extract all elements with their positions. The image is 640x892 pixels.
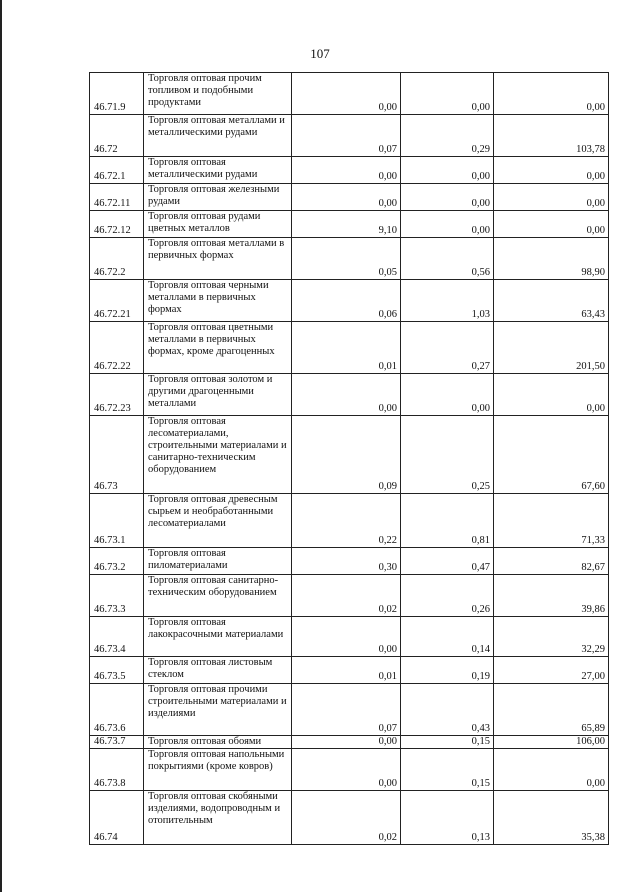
row-code: 46.74 [90,791,144,845]
row-name: Торговля оптовая лесоматериалами, строительными материалами и санитарно-техническим оборудованием [144,416,292,494]
row-value-3: 0,00 [494,749,609,791]
row-name: Торговля оптовая прочим топливом и подобными продуктами [144,73,292,115]
row-value-2: 0,15 [401,736,494,749]
row-value-2: 0,25 [401,416,494,494]
row-name: Торговля оптовая золотом и другими драгоценными металлами [144,374,292,416]
row-value-1: 0,22 [292,494,401,548]
row-value-2: 0,00 [401,157,494,184]
row-code: 46.72.1 [90,157,144,184]
row-name: Торговля оптовая древесным сырьем и необработанными лесоматериалами [144,494,292,548]
row-value-1: 0,07 [292,684,401,736]
row-value-1: 0,00 [292,157,401,184]
row-value-3: 0,00 [494,211,609,238]
row-value-3: 201,50 [494,322,609,374]
row-code: 46.73.4 [90,617,144,657]
table-row [90,749,609,791]
table-row [90,115,609,157]
row-code: 46.73.8 [90,749,144,791]
row-value-1: 0,00 [292,73,401,115]
row-name: Торговля оптовая рудами цветных металлов [144,211,292,238]
table-row [90,322,609,374]
row-name: Торговля оптовая напольными покрытиями (кроме ковров) [144,749,292,791]
row-code: 46.73 [90,416,144,494]
row-name: Торговля оптовая металлами в первичных формах [144,238,292,280]
row-value-2: 0,00 [401,73,494,115]
activity-table [89,72,609,845]
row-value-1: 0,05 [292,238,401,280]
row-name: Торговля оптовая прочими строительными материалами и изделиями [144,684,292,736]
row-value-2: 0,13 [401,791,494,845]
row-value-3: 71,33 [494,494,609,548]
row-value-2: 0,00 [401,374,494,416]
row-name: Торговля оптовая скобяными изделиями, водопроводным и отопительным [144,791,292,845]
row-code: 46.73.7 [90,736,144,749]
row-value-1: 0,00 [292,374,401,416]
table-row [90,374,609,416]
page-number: 107 [310,46,330,61]
row-value-1: 0,06 [292,280,401,322]
row-value-3: 0,00 [494,73,609,115]
row-name: Торговля оптовая металлами и металлическими рудами [144,115,292,157]
row-value-3: 32,29 [494,617,609,657]
row-value-1: 0,30 [292,548,401,575]
table-row [90,73,609,115]
row-name: Торговля оптовая черными металлами в первичных формах [144,280,292,322]
row-value-3: 67,60 [494,416,609,494]
table-row [90,548,609,575]
table-row [90,184,609,211]
table-row [90,416,609,494]
row-value-1: 0,02 [292,575,401,617]
row-value-1: 0,00 [292,617,401,657]
row-value-3: 65,89 [494,684,609,736]
table-row [90,684,609,736]
row-value-1: 0,01 [292,322,401,374]
row-code: 46.73.3 [90,575,144,617]
row-code: 46.72.12 [90,211,144,238]
row-code: 46.71.9 [90,73,144,115]
row-value-3: 98,90 [494,238,609,280]
row-value-2: 0,14 [401,617,494,657]
row-value-2: 0,47 [401,548,494,575]
row-code: 46.72.21 [90,280,144,322]
row-name: Торговля оптовая железными рудами [144,184,292,211]
row-code: 46.73.6 [90,684,144,736]
row-value-2: 0,00 [401,184,494,211]
row-value-3: 27,00 [494,657,609,684]
row-value-1: 9,10 [292,211,401,238]
row-value-2: 0,26 [401,575,494,617]
table-row [90,494,609,548]
table-row [90,157,609,184]
row-code: 46.72.22 [90,322,144,374]
row-value-2: 0,81 [401,494,494,548]
row-code: 46.72 [90,115,144,157]
row-value-3: 0,00 [494,184,609,211]
row-value-2: 0,29 [401,115,494,157]
row-value-1: 0,09 [292,416,401,494]
row-name: Торговля оптовая санитарно-техническим оборудованием [144,575,292,617]
row-value-1: 0,00 [292,749,401,791]
row-value-1: 0,01 [292,657,401,684]
row-value-1: 0,02 [292,791,401,845]
row-code: 46.72.11 [90,184,144,211]
row-value-1: 0,07 [292,115,401,157]
row-code: 46.73.5 [90,657,144,684]
row-code: 46.73.2 [90,548,144,575]
scan-margin-line [0,0,2,892]
row-name: Торговля оптовая листовым стеклом [144,657,292,684]
row-value-3: 0,00 [494,157,609,184]
table-row [90,211,609,238]
row-value-3: 103,78 [494,115,609,157]
row-value-3: 82,67 [494,548,609,575]
row-value-3: 35,38 [494,791,609,845]
row-value-2: 0,27 [401,322,494,374]
row-value-3: 106,00 [494,736,609,749]
table-row [90,238,609,280]
row-value-3: 63,43 [494,280,609,322]
row-value-2: 1,03 [401,280,494,322]
row-value-2: 0,00 [401,211,494,238]
row-name: Торговля оптовая пиломатериалами [144,548,292,575]
row-name: Торговля оптовая металлическими рудами [144,157,292,184]
row-value-2: 0,43 [401,684,494,736]
row-code: 46.72.23 [90,374,144,416]
row-value-2: 0,19 [401,657,494,684]
row-code: 46.72.2 [90,238,144,280]
table-row [90,791,609,845]
row-value-3: 39,86 [494,575,609,617]
table-row [90,575,609,617]
row-value-2: 0,15 [401,749,494,791]
row-name: Торговля оптовая лакокрасочными материалами [144,617,292,657]
table-row [90,617,609,657]
row-value-2: 0,56 [401,238,494,280]
row-name: Торговля оптовая обоями [144,736,292,749]
row-code: 46.73.1 [90,494,144,548]
row-value-1: 0,00 [292,184,401,211]
row-value-1: 0,00 [292,736,401,749]
table-row [90,280,609,322]
table-row [90,736,609,749]
row-name: Торговля оптовая цветными металлами в первичных формах, кроме драгоценных [144,322,292,374]
table-row [90,657,609,684]
row-value-3: 0,00 [494,374,609,416]
